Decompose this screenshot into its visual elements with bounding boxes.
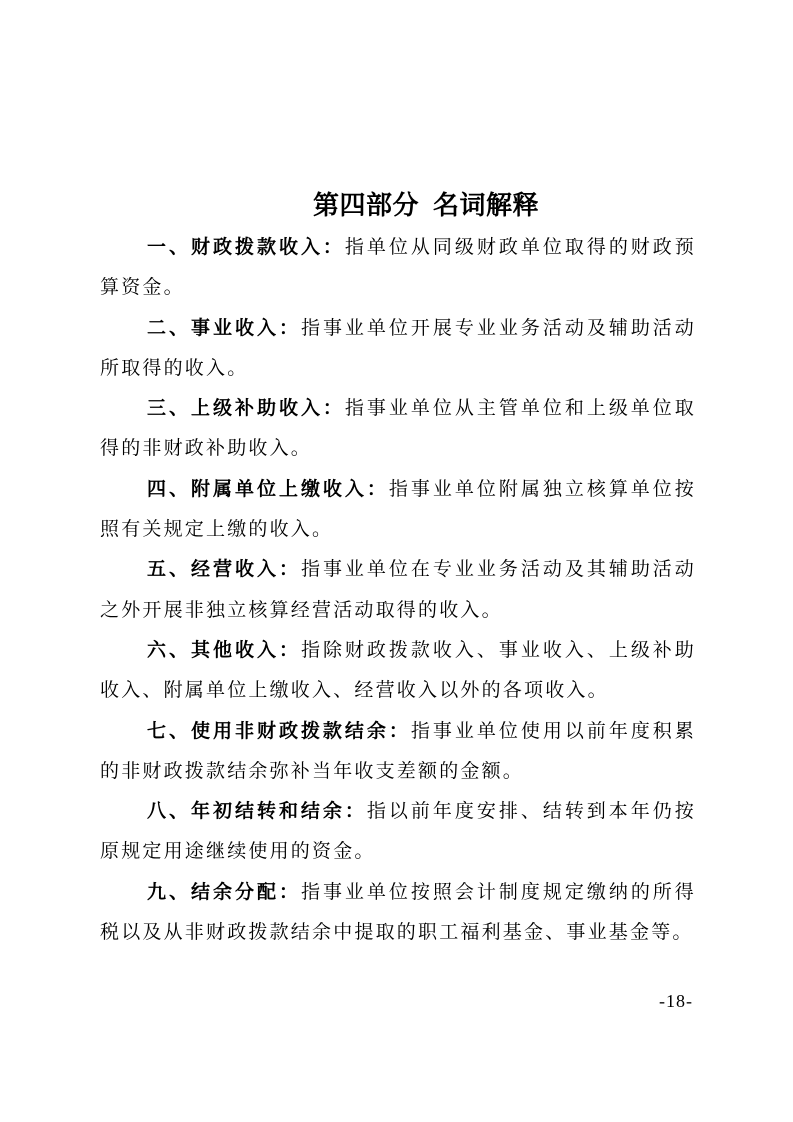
definition-text: 指事业单位使用以前年度积累的非财政拨款结余弥补当年收支差额的金额。 xyxy=(100,720,696,782)
term-label: 一、财政拨款收入： xyxy=(147,237,345,258)
definition-text: 指事业单位从主管单位和上级单位取得的非财政补助收入。 xyxy=(100,398,696,460)
page-content xyxy=(100,186,696,953)
term-label: 七、使用非财政拨款结余： xyxy=(147,720,411,742)
definition-text: 指以前年度安排、结转到本年仍按原规定用途继续使用的资金。 xyxy=(100,801,696,863)
term-label: 六、其他收入： xyxy=(147,639,301,661)
definition-item xyxy=(100,550,696,631)
term-label: 九、结余分配： xyxy=(147,881,301,903)
definition-item xyxy=(100,389,696,470)
definition-text: 指除财政拨款收入、事业收入、上级补助收入、附属单位上缴收入、经营收入以外的各项收入。 xyxy=(100,639,697,702)
page-number: -18- xyxy=(659,991,693,1011)
page-title: 第四部分 名词解释 xyxy=(312,191,539,220)
term-label: 四、附属单位上缴收入： xyxy=(147,478,389,500)
definition-text: 指事业单位在专业业务活动及其辅助活动之外开展非独立核算经营活动取得的收入。 xyxy=(100,559,697,621)
definition-item xyxy=(100,792,696,873)
definition-item xyxy=(100,228,696,309)
term-label: 五、经营收入： xyxy=(147,559,301,581)
definition-item xyxy=(100,631,696,712)
definition-item xyxy=(100,873,696,954)
definition-text: 指事业单位按照会计制度规定缴纳的所得税以及从非财政拨款结余中提取的职工福利基金、事业基金等。 xyxy=(100,881,697,944)
definition-text: 指事业单位附属独立核算单位按照有关规定上缴的收入。 xyxy=(100,478,696,541)
definition-item xyxy=(100,309,696,390)
definition-item xyxy=(100,470,696,551)
definition-item xyxy=(100,712,696,793)
term-label: 八、年初结转和结余： xyxy=(147,801,367,823)
term-label: 二、事业收入： xyxy=(147,317,301,339)
term-label: 三、上级补助收入： xyxy=(147,398,345,420)
definition-text: 指事业单位开展专业业务活动及辅助活动所取得的收入。 xyxy=(100,317,697,379)
definition-text: 指单位从同级财政单位取得的财政预算资金。 xyxy=(100,237,696,299)
